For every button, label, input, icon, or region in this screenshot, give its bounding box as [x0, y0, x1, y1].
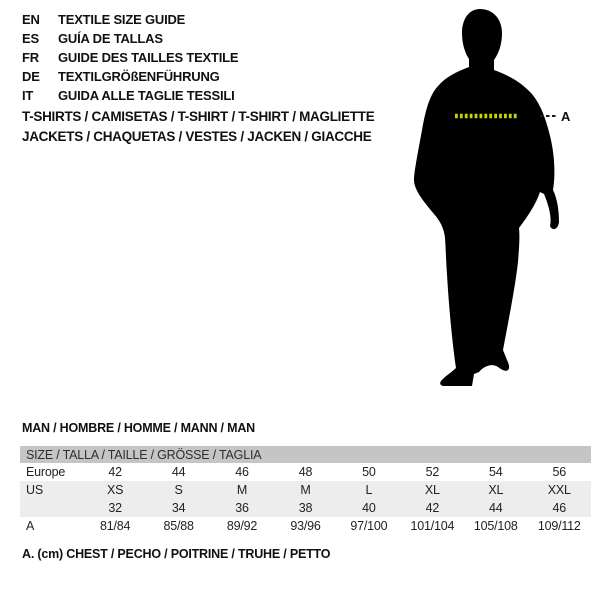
size-table-header-row: [20, 446, 591, 463]
size-value-cell: M: [210, 481, 273, 499]
size-table-container: [20, 446, 591, 535]
size-value-cell: 46: [235, 465, 249, 479]
size-value-cell: 54: [489, 465, 503, 479]
size-value-cell: XS: [83, 481, 146, 499]
size-value-cell: 42: [401, 499, 464, 517]
size-value-cell: 81/84: [100, 519, 131, 533]
language-label: GUIDA ALLE TAGLIE TESSILI: [58, 88, 235, 103]
size-value-cell: 105/108: [473, 519, 518, 533]
size-value-cell: XXL: [528, 481, 592, 499]
size-value-cell: 32: [83, 499, 146, 517]
language-code: IT: [22, 88, 34, 103]
man-silhouette-body: [414, 9, 559, 386]
size-table: [20, 446, 591, 535]
man-silhouette-svg: [395, 0, 600, 400]
footnote-chest: A. (cm) CHEST / PECHO / POITRINE / TRUHE / PETTO: [22, 547, 331, 561]
size-table-header: SIZE / TALLA / TAILLE / GRÖSSE / TAGLIA: [20, 446, 591, 463]
size-value-cell: 97/100: [350, 519, 388, 533]
size-row-label: Europe: [26, 465, 66, 479]
size-value-cell: 52: [425, 465, 440, 479]
size-value-cell: 42: [108, 465, 122, 479]
man-silhouette-figure: [395, 0, 600, 400]
language-label: GUÍA DE TALLAS: [58, 31, 163, 46]
size-value-cell: 48: [298, 465, 313, 479]
language-row: [22, 10, 238, 29]
size-table-row: [20, 499, 591, 517]
category-line: T-SHIRTS / CAMISETAS / T-SHIRT / T-SHIRT / MAGLIETTE: [22, 109, 375, 124]
language-row: [22, 29, 238, 48]
section-title-man: MAN / HOMBRE / HOMME / MANN / MAN: [22, 421, 255, 435]
size-value-cell: 109/112: [537, 519, 581, 533]
language-list: [22, 10, 238, 105]
language-label: GUIDE DES TAILLES TEXTILE: [58, 50, 239, 65]
size-table-row: [20, 463, 591, 481]
language-label: TEXTILE SIZE GUIDE: [58, 12, 186, 27]
size-row-label: US: [20, 481, 83, 499]
category-line: JACKETS / CHAQUETAS / VESTES / JACKEN / GIACCHE: [22, 129, 372, 144]
size-value-cell: L: [337, 481, 400, 499]
language-code: FR: [22, 50, 39, 65]
measure-label-a: A: [561, 109, 571, 124]
size-value-cell: 101/104: [410, 519, 455, 533]
language-code: ES: [22, 31, 39, 46]
size-value-cell: 38: [274, 499, 337, 517]
size-value-cell: 50: [362, 465, 376, 479]
language-row: [22, 48, 238, 67]
size-value-cell: 34: [147, 499, 210, 517]
size-value-cell: M: [274, 481, 337, 499]
size-row-label: A: [26, 519, 35, 533]
size-value-cell: 89/92: [226, 519, 258, 533]
size-value-cell: 56: [552, 465, 566, 479]
size-row-label: [20, 499, 83, 517]
language-code: DE: [22, 69, 40, 84]
category-lines: [22, 107, 374, 147]
size-value-cell: 44: [171, 465, 186, 479]
size-value-cell: XL: [401, 481, 464, 499]
size-table-row: [20, 517, 591, 535]
size-value-cell: 40: [337, 499, 400, 517]
size-value-cell: 36: [210, 499, 273, 517]
language-code: EN: [22, 12, 40, 27]
size-value-cell: 93/96: [290, 519, 321, 533]
size-value-cell: 85/88: [163, 519, 194, 533]
language-label: TEXTILGRÖßENFÜHRUNG: [58, 69, 220, 84]
size-value-cell: 44: [464, 499, 527, 517]
size-value-cell: S: [147, 481, 210, 499]
language-row: [22, 86, 238, 105]
size-value-cell: XL: [464, 481, 527, 499]
size-table-row: [20, 481, 591, 499]
size-value-cell: 46: [528, 499, 592, 517]
language-row: [22, 67, 238, 86]
